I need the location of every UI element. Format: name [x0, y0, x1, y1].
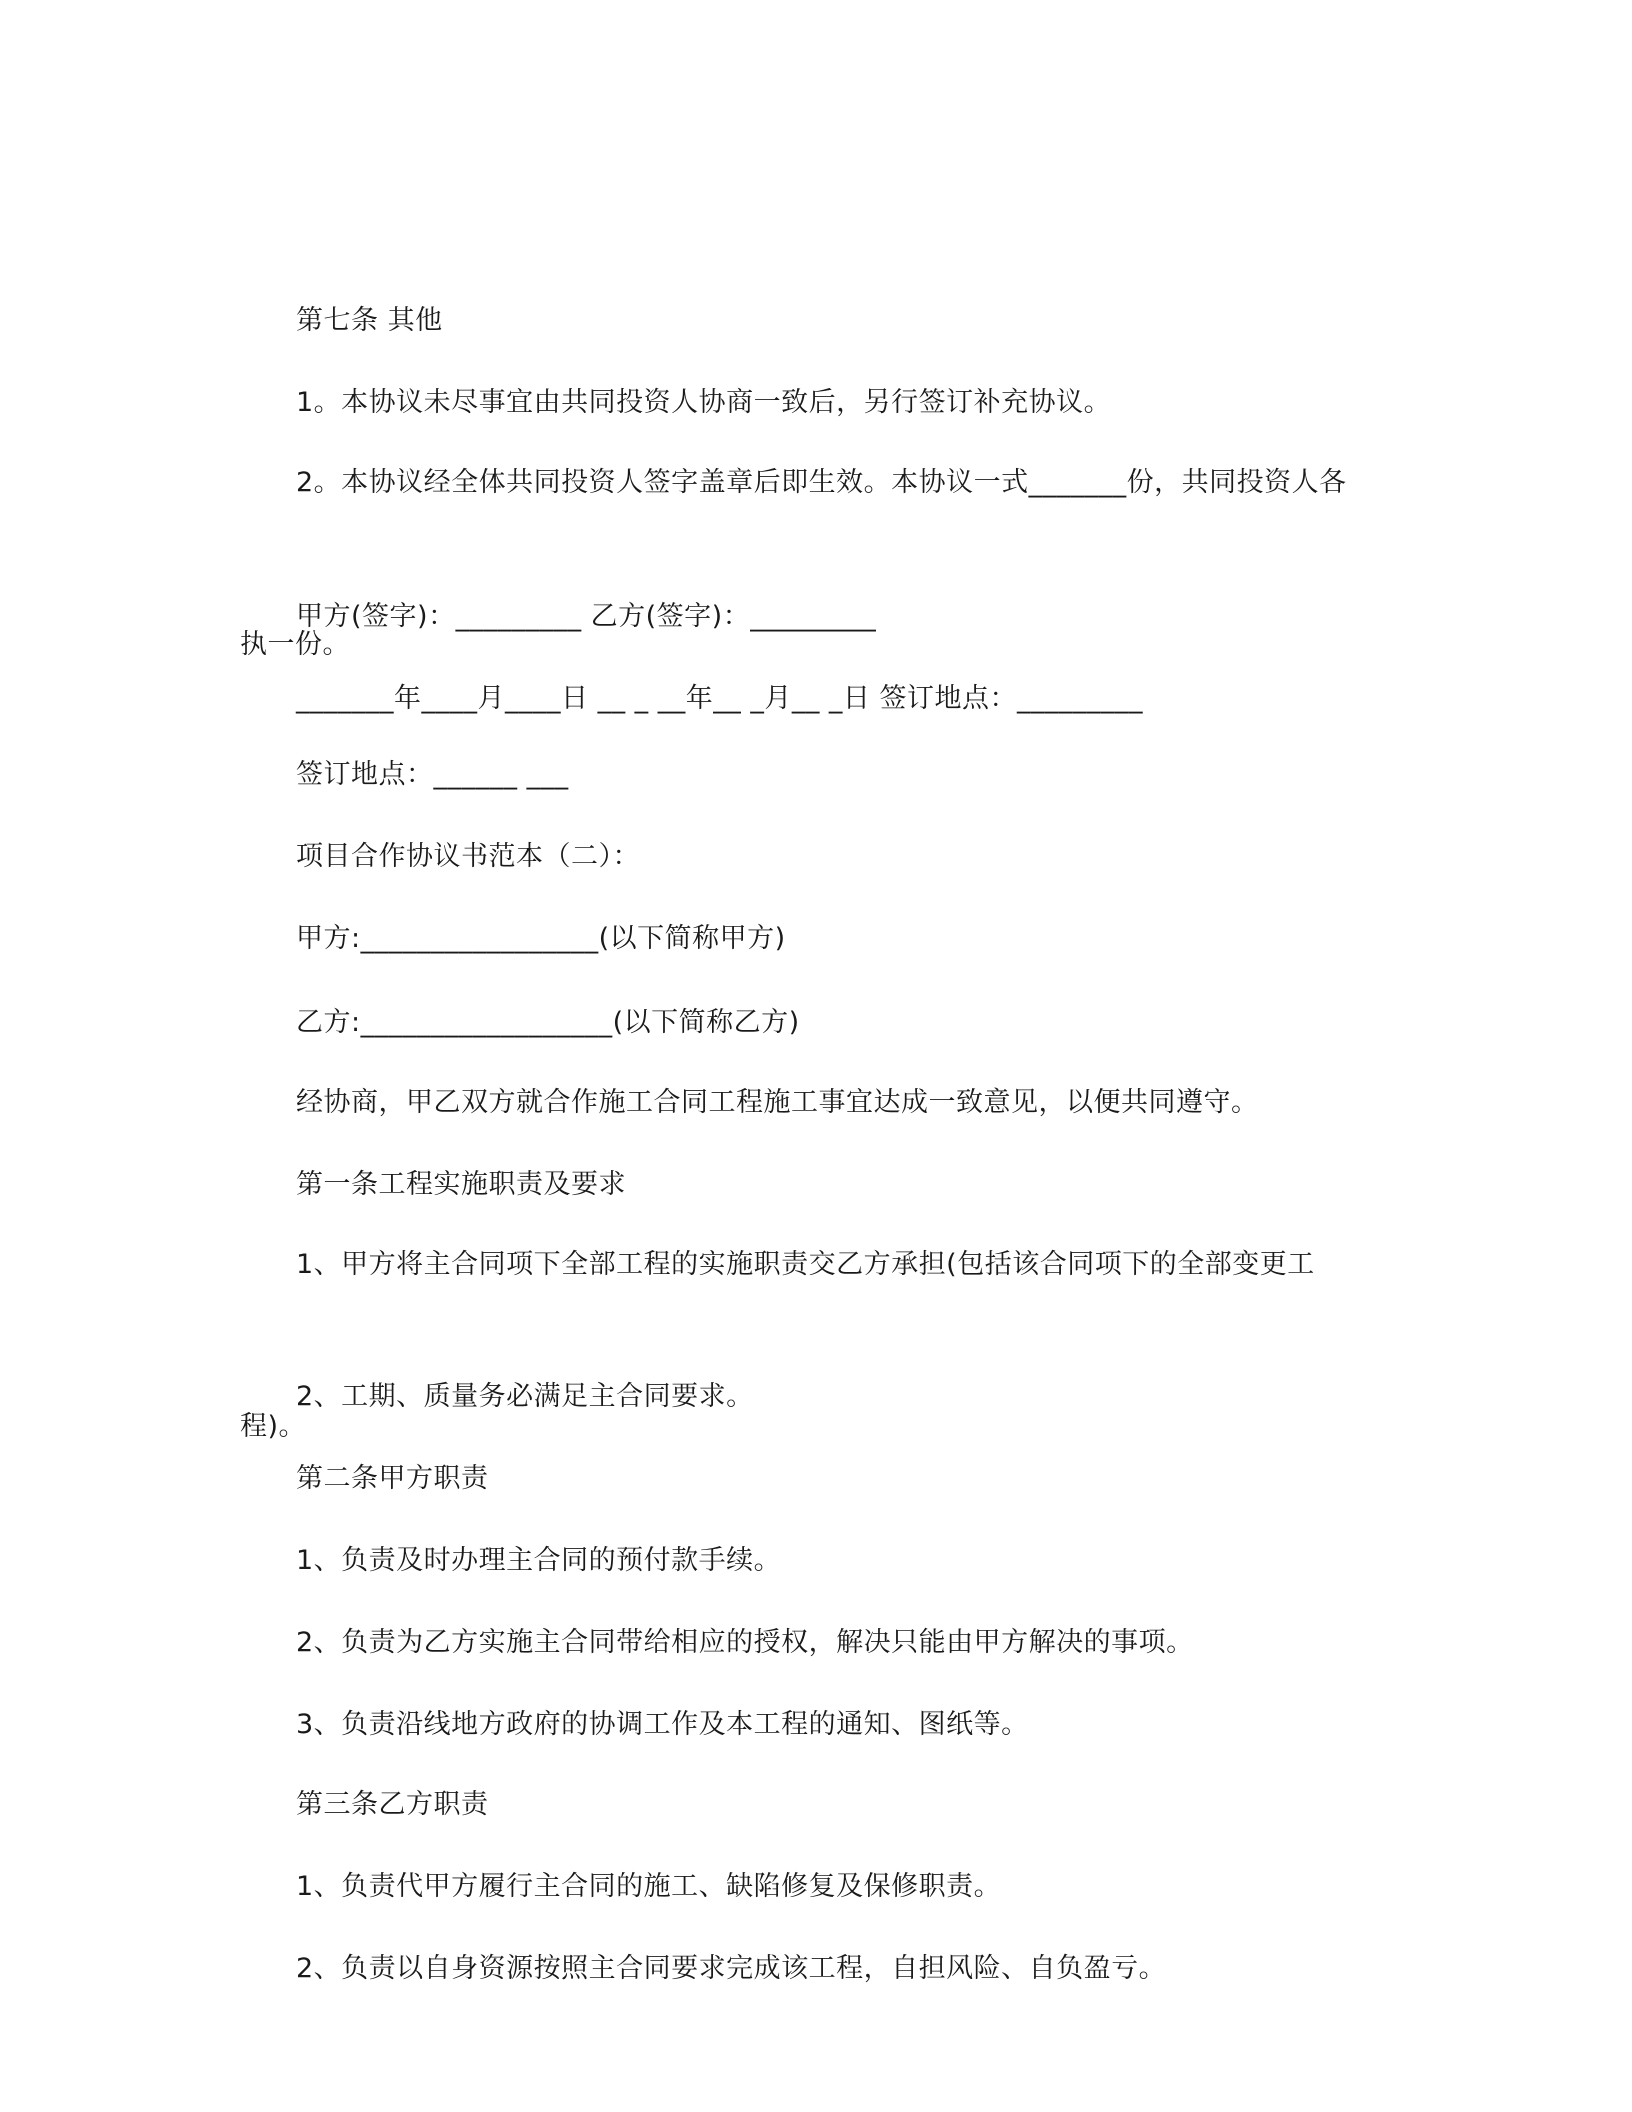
- paragraph-line: 甲方(签字)：_________ 乙方(签字)：_________: [296, 601, 877, 632]
- paragraph-line: 签订地点：______ ___: [296, 759, 569, 790]
- paragraph-line: 2、工期、质量务必满足主合同要求。: [296, 1381, 754, 1412]
- paragraph-line: 1。本协议未尽事宜由共同投资人协商一致后，另行签订补充协议。: [296, 387, 1112, 418]
- paragraph-line: 2。本协议经全体共同投资人签字盖章后即生效。本协议一式_______份，共同投资人各: [296, 467, 1347, 498]
- paragraph-line: 甲方:_________________(以下简称甲方): [296, 923, 786, 954]
- paragraph-line: 3、负责沿线地方政府的协调工作及本工程的通知、图纸等。: [296, 1709, 1029, 1740]
- paragraph-line: 2、负责以自身资源按照主合同要求完成该工程，自担风险、自负盈亏。: [296, 1953, 1167, 1984]
- paragraph-line: 第一条工程实施职责及要求: [296, 1169, 626, 1200]
- paragraph-line: _______年____月____日 __ _ __年__ _月__ _日 签订地点：_________: [296, 683, 1143, 714]
- paragraph-line: 经协商，甲乙双方就合作施工合同工程施工事宜达成一致意见，以便共同遵守。: [296, 1087, 1259, 1118]
- paragraph-line: 1、甲方将主合同项下全部工程的实施职责交乙方承担(包括该合同项下的全部变更工: [296, 1249, 1315, 1280]
- paragraph-line: 第二条甲方职责: [296, 1463, 489, 1494]
- paragraph-line: 1、负责及时办理主合同的预付款手续。: [296, 1545, 782, 1576]
- paragraph-line: 2、负责为乙方实施主合同带给相应的授权，解决只能由甲方解决的事项。: [296, 1627, 1194, 1658]
- paragraph-line: 第三条乙方职责: [296, 1789, 489, 1820]
- paragraph-line: 第七条 其他: [296, 305, 443, 336]
- paragraph-line: 1、负责代甲方履行主合同的施工、缺陷修复及保修职责。: [296, 1871, 1002, 1902]
- paragraph-line: 执一份。: [240, 629, 350, 660]
- paragraph-line: 项目合作协议书范本（二）：: [296, 841, 640, 872]
- paragraph-line: 程)。: [240, 1411, 307, 1442]
- paragraph-line: 乙方:__________________(以下简称乙方): [296, 1007, 800, 1038]
- paragraph: [240, 1834, 1380, 2104]
